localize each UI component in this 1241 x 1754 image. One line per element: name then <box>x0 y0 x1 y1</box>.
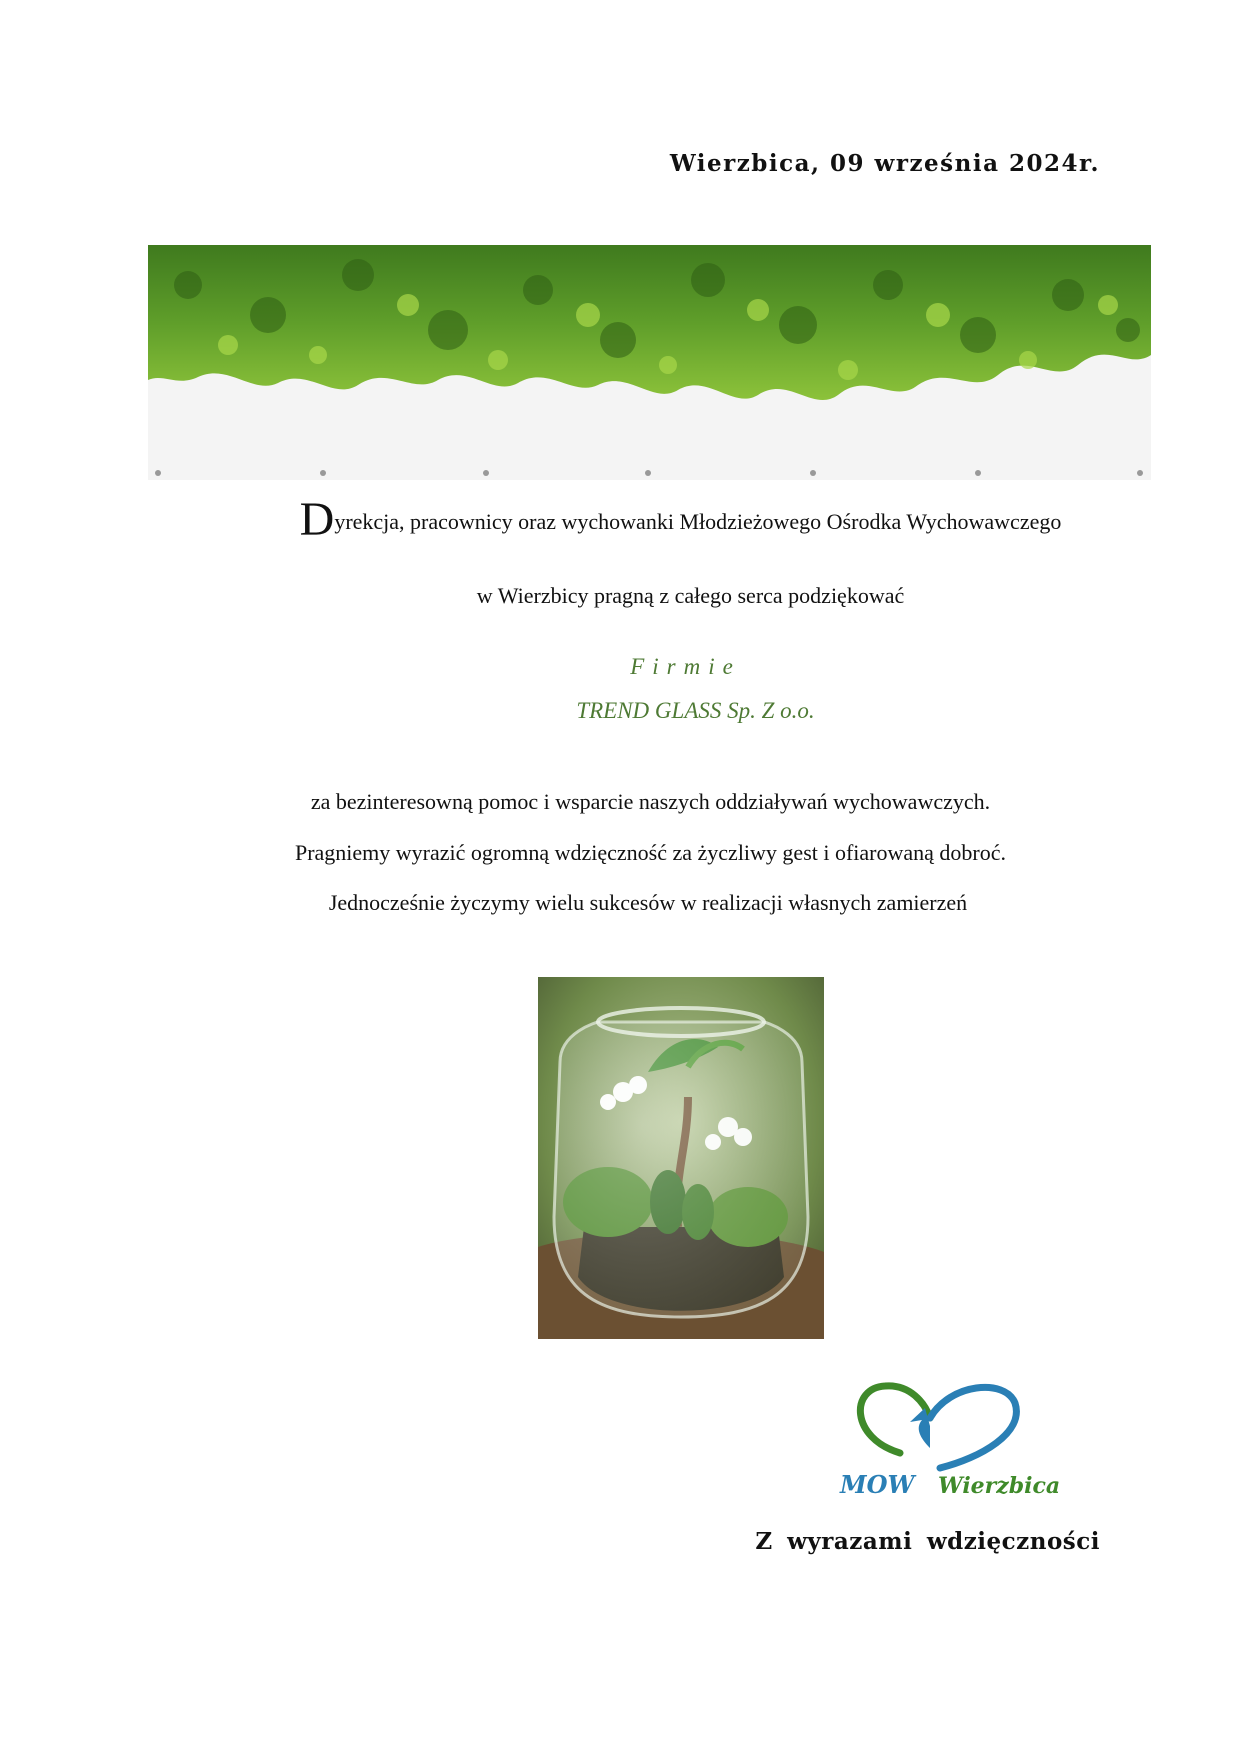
thanks-line-5: Jednocześnie życzymy wielu sukcesów w realizacji własnych zamierzeń <box>328 890 968 915</box>
dropcap: D <box>299 493 335 546</box>
svg-text:MOW: MOW <box>840 1470 915 1499</box>
svg-text:Wierzbica: Wierzbica <box>938 1473 1061 1499</box>
firm-label: Firmie <box>630 654 741 679</box>
thanks-line-2: w Wierzbicy pragną z całego serca podziękować <box>476 583 905 608</box>
thanks-line-4: Pragniemy wyrazić ogromną wdzięczność za życzliwy gest i ofiarowaną dobroć. <box>294 840 1007 865</box>
mow-wierzbica-logo <box>830 1378 1070 1508</box>
thanks-line-1 <box>0 493 1241 546</box>
foliage-banner-image <box>148 245 1151 480</box>
thanks-line-3: za bezinteresowną pomoc i wsparcie naszych oddziaływań wychowawczych. <box>310 789 991 814</box>
thanks-line-1-text: yrekcja, pracownicy oraz wychowanki Młodzieżowego Ośrodka Wychowawczego <box>334 509 1062 534</box>
firm-name: TREND GLASS Sp. Z o.o. <box>576 698 815 723</box>
letter-date: Wierzbica, 09 września 2024r. <box>669 150 1100 177</box>
closing-phrase: Z wyrazami wdzięczności <box>755 1528 1100 1555</box>
terrarium-photo <box>538 977 824 1339</box>
